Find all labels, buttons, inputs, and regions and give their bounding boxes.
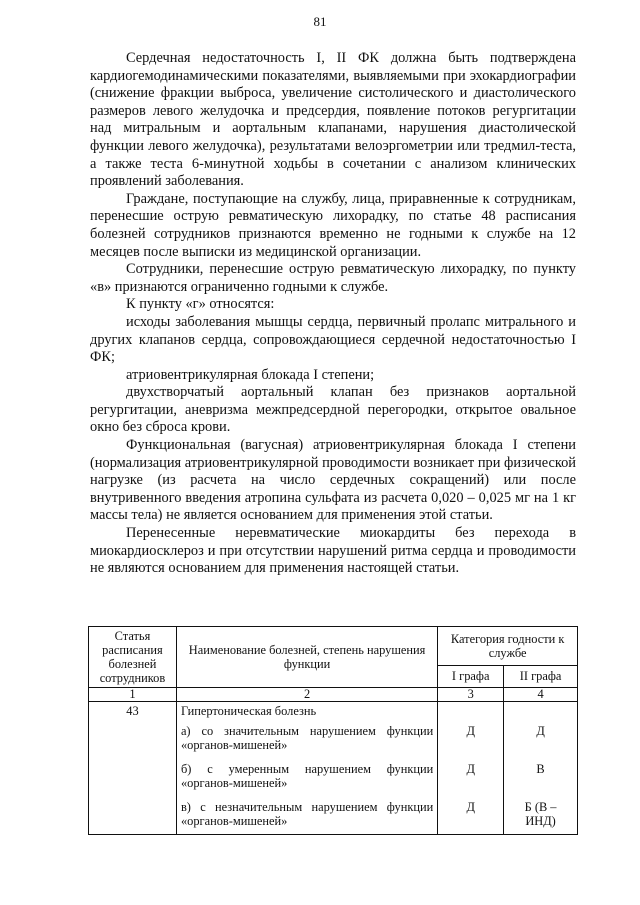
col-number-3: 3 [438, 688, 504, 702]
row-item-a: а) со значительным нарушением функции «органов-мишеней» [180, 724, 434, 752]
col-number-4: 4 [504, 688, 578, 702]
paragraph-citizens: Граждане, поступающие на службу, лица, приравненные к сотрудникам, перенесшие острую ревматическую лихорадку, по статье 48 расписания болезней сотрудников признаются временно не годными к службе на 12 месяцев после выписки из медицинской организации. [90, 190, 576, 260]
row-item-c: в) с незначительным нарушением функции «органов-мишеней» [180, 800, 434, 828]
paragraph-heart-failure: Сердечная недостаточность I, II ФК должна быть подтверждена кардиогемодинамическими показателями, выявляемыми при эхокардиографии (снижение фракции выброса, увеличение систолического и диастолического размеров левого желудочка и предсердия, появление потоков регургитации над митральным и аортальным клапанами, нарушения диастолической функции левого желудочка), результатами велоэргометрии или тредмил-теста, а также теста 6-минутной ходьбы в сочетании с анализом клинических проявлений заболевания. [90, 50, 576, 190]
col-number-2: 2 [176, 688, 437, 702]
paragraph-functional-block: Функциональная (вагусная) атриовентрикулярная блокада I степени (нормализация атриовентрикулярной проводимости возникает при физической нагрузке (из расчета на число сердечных сокращений) или после внутривенного введения атропина сульфата из расчета 0,020 – 0,025 мг на 1 кг массы тела) не является основанием для применения этой статьи. [90, 437, 576, 524]
disease-table [88, 626, 578, 835]
row-grade-2 [504, 702, 578, 835]
table-row [89, 702, 578, 835]
grade-2-c: Б (В – ИНД) [524, 800, 557, 828]
row-disease [176, 702, 437, 835]
document-body [90, 50, 576, 578]
row-item-b: б) с умеренным нарушением функции «органов-мишеней» [180, 762, 434, 790]
header-name: Наименование болезней, степень нарушения функции [176, 627, 437, 688]
grade-1-a: Д [466, 724, 475, 738]
grade-2-b: В [536, 762, 545, 776]
paragraph-item-g: К пункту «г» относятся: [126, 296, 275, 313]
paragraph-bicuspid: двухстворчатый аортальный клапан без признаков аортальной регургитации, аневризма межпредсердной перегородки, открытое овальное окно без сброса крови. [90, 384, 576, 436]
page-number: 81 [313, 14, 327, 29]
grade-2-a: Д [536, 724, 545, 738]
row-article: 43 [89, 702, 177, 835]
col-number-1: 1 [89, 688, 177, 702]
header-col2: II графа [504, 665, 578, 687]
header-col1: I графа [438, 665, 504, 687]
paragraph-av-block: атриовентрикулярная блокада I степени; [126, 366, 375, 383]
row-grade-1 [438, 702, 504, 835]
paragraph-employees: Сотрудники, перенесшие острую ревматическую лихорадку, по пункту «в» признаются ограниченно годными к службе. [90, 261, 576, 295]
paragraph-myocarditis: Перенесенные неревматические миокардиты без перехода в миокардиосклероз и при отсутствии нарушений ритма сердца и проводимости не являются основанием для применения настоящей статьи. [90, 525, 576, 577]
paragraph-outcomes: исходы заболевания мышцы сердца, первичный пролапс митрального и других клапанов сердца, сопровождающиеся сердечной недостаточностью I ФК; [90, 313, 576, 366]
grade-1-c: Д [466, 800, 475, 814]
header-article: Статья расписания болезней сотрудников [89, 627, 177, 688]
table-header-row [89, 627, 578, 666]
grade-1-b: Д [466, 762, 475, 776]
row-title: Гипертоническая болезнь [180, 704, 317, 718]
header-category: Категория годности к службе [438, 627, 578, 666]
table-number-row [89, 688, 578, 702]
